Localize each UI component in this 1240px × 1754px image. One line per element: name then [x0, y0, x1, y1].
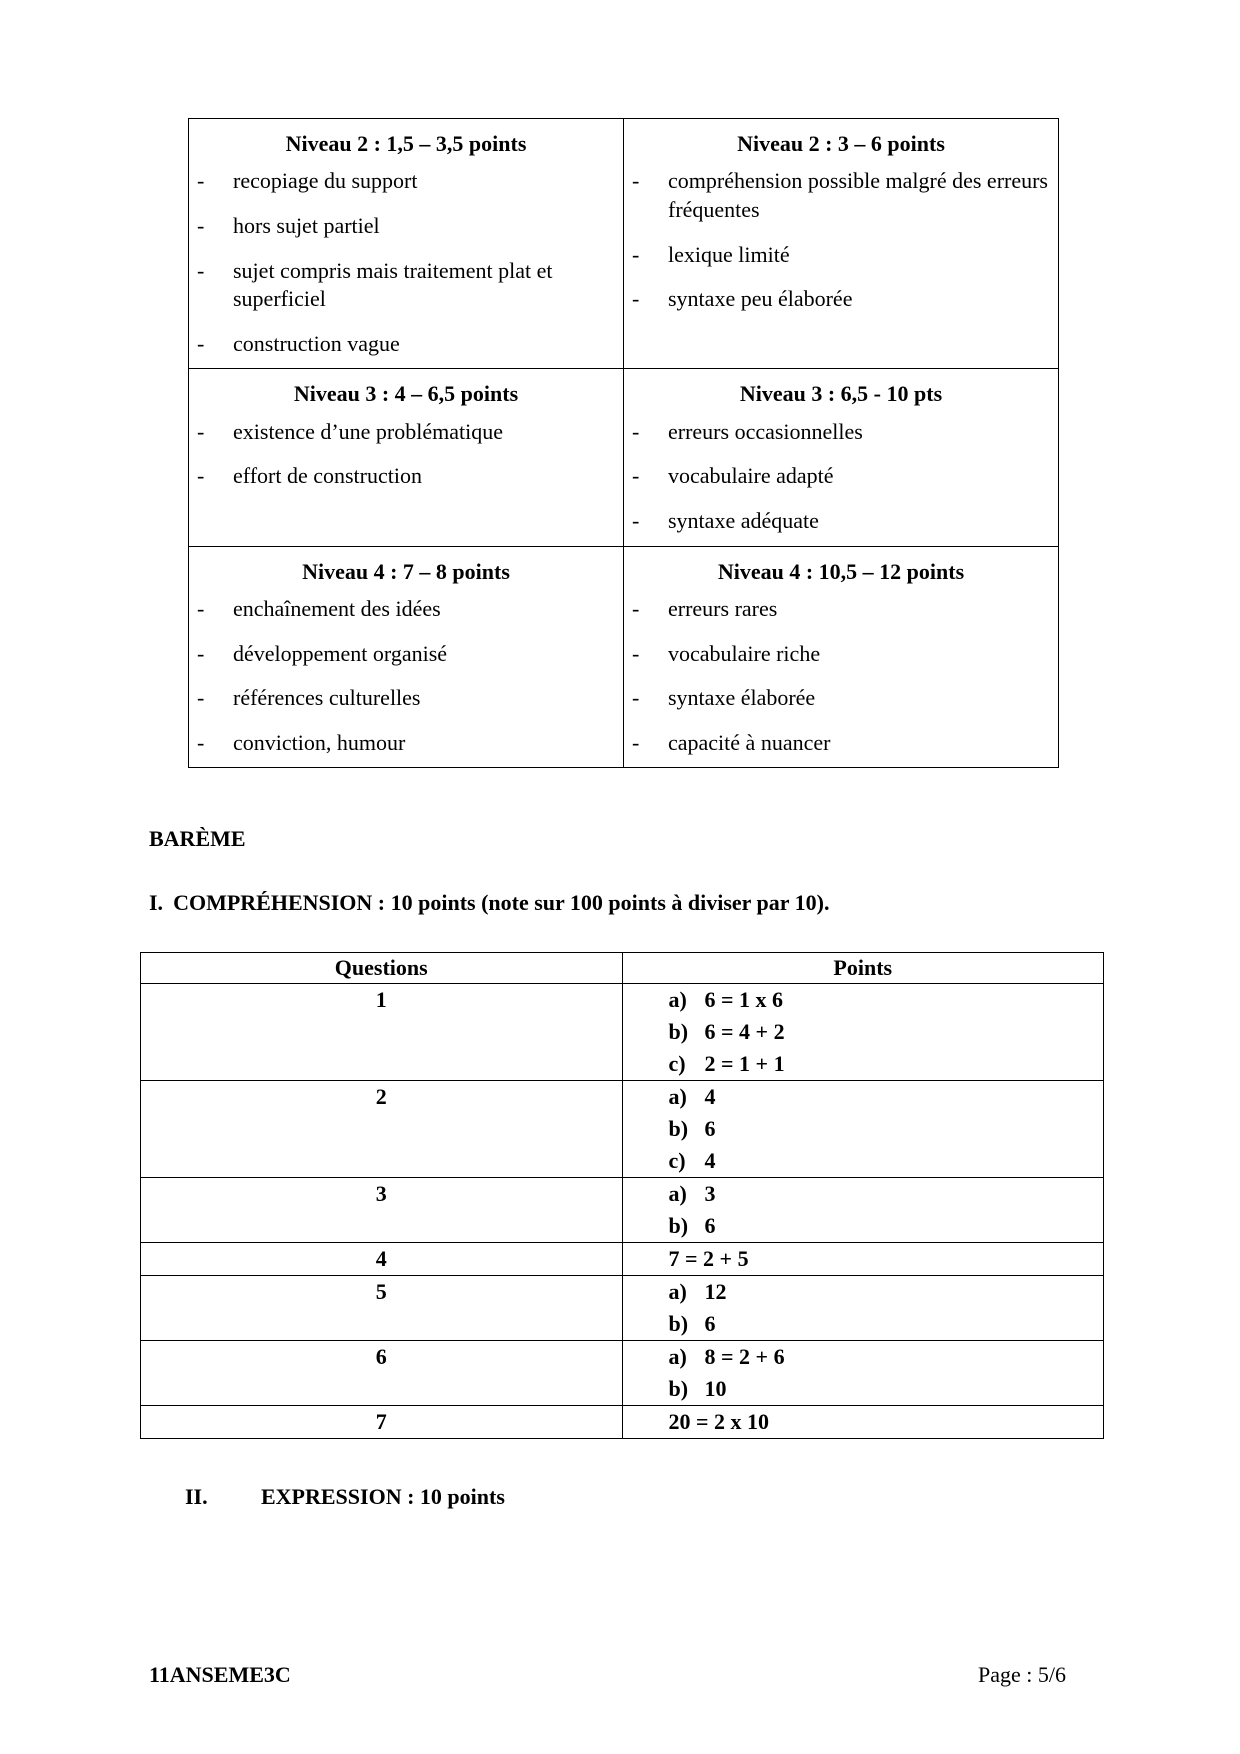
dash-bullet: -	[632, 286, 640, 312]
points-line	[669, 1178, 1104, 1210]
questions-header: Questions	[141, 953, 623, 984]
item-label: a)	[668, 987, 687, 1012]
section-number: II.	[185, 1484, 208, 1509]
list-item	[630, 595, 1052, 624]
section-expression-heading	[185, 1484, 505, 1510]
document-code: 11ANSEME3C	[149, 1662, 291, 1687]
dash-bullet: -	[632, 463, 640, 489]
points-value: 2 = 1 + 1	[704, 1051, 785, 1076]
dash-bullet: -	[197, 212, 205, 238]
points-cell	[622, 1081, 1104, 1178]
points-line	[669, 1373, 1104, 1405]
points-line	[669, 1308, 1104, 1340]
list-item	[195, 330, 617, 359]
criterion-text: compréhension possible malgré des erreurs fréquentes	[668, 168, 1048, 222]
item-label: b)	[668, 1376, 689, 1401]
section-title: COMPRÉHENSION : 10 points (note sur 100 points à diviser par 10).	[173, 890, 830, 915]
item-label: a)	[668, 1279, 687, 1304]
criteria-cell-content	[189, 546, 624, 768]
points-line	[669, 1016, 1104, 1048]
criteria-row	[189, 369, 1059, 546]
points-value: 6 = 1 x 6	[704, 987, 784, 1012]
level-title: Niveau 2 : 3 – 6 points	[737, 131, 945, 156]
points-line	[669, 984, 1104, 1016]
points-table	[140, 952, 1104, 1439]
points-value: 10	[704, 1376, 727, 1401]
criteria-table	[188, 118, 1059, 768]
criterion-text: enchaînement des idées	[233, 595, 441, 621]
section-title: EXPRESSION : 10 points	[261, 1484, 505, 1509]
criterion-text: existence d’une problématique	[233, 418, 504, 444]
item-label: c)	[668, 1148, 686, 1173]
criteria-list	[630, 418, 1052, 536]
criterion-text: syntaxe peu élaborée	[668, 286, 853, 312]
item-label: b)	[668, 1311, 689, 1336]
dash-bullet: -	[632, 168, 640, 194]
section-number: I.	[149, 890, 164, 915]
points-cell	[622, 1341, 1104, 1406]
bareme-heading: BARÈME	[149, 826, 246, 851]
question-number: 2	[141, 1081, 623, 1178]
list-item	[195, 640, 617, 669]
points-line	[669, 1243, 1104, 1275]
criterion-text: lexique limité	[668, 241, 790, 267]
question-number: 4	[141, 1243, 623, 1276]
table-row	[141, 1243, 1104, 1276]
item-label: b)	[668, 1019, 689, 1044]
table-row	[141, 1081, 1104, 1178]
criterion-text: références culturelles	[233, 685, 421, 711]
level-title: Niveau 4 : 7 – 8 points	[302, 558, 510, 584]
criteria-list	[195, 418, 617, 491]
points-cell	[622, 1243, 1104, 1276]
list-item	[630, 640, 1052, 669]
list-item	[630, 462, 1052, 491]
points-line	[669, 1406, 1104, 1438]
dash-bullet: -	[632, 595, 640, 621]
dash-bullet: -	[632, 241, 640, 267]
criterion-text: construction vague	[233, 330, 400, 356]
table-row	[141, 1341, 1104, 1406]
criteria-cell-content	[189, 369, 624, 546]
criteria-cell-language	[624, 546, 1059, 768]
points-cell	[622, 1276, 1104, 1341]
dash-bullet: -	[632, 685, 640, 711]
level-title: Niveau 3 : 6,5 - 10 pts	[739, 381, 943, 407]
points-value: 8 = 2 + 6	[704, 1344, 785, 1369]
criterion-text: conviction, humour	[233, 729, 406, 755]
list-item	[195, 257, 617, 314]
criterion-text: syntaxe élaborée	[668, 685, 816, 711]
question-number: 7	[141, 1406, 623, 1439]
dash-bullet: -	[197, 418, 205, 444]
points-value: 6	[704, 1116, 716, 1141]
question-number: 5	[141, 1276, 623, 1341]
criterion-text: effort de construction	[233, 463, 422, 489]
points-cell	[622, 984, 1104, 1081]
points-value: 4	[704, 1148, 716, 1173]
list-item	[630, 285, 1052, 314]
dash-bullet: -	[197, 257, 205, 283]
item-label: c)	[668, 1051, 686, 1076]
item-label: b)	[668, 1213, 689, 1238]
points-line	[669, 1210, 1104, 1242]
points-value: 6	[704, 1311, 716, 1336]
criteria-row	[189, 119, 1059, 369]
section-comprehension-heading	[149, 890, 829, 916]
question-number: 6	[141, 1341, 623, 1406]
list-item	[195, 418, 617, 447]
item-label: b)	[668, 1116, 689, 1141]
list-item	[195, 595, 617, 624]
points-value: 6 = 4 + 2	[704, 1019, 785, 1044]
dash-bullet: -	[197, 330, 205, 356]
table-row	[141, 1178, 1104, 1243]
dash-bullet: -	[197, 463, 205, 489]
points-line	[669, 1276, 1104, 1308]
points-line	[669, 1145, 1104, 1177]
list-item	[630, 684, 1052, 713]
dash-bullet: -	[197, 685, 205, 711]
criteria-list	[630, 595, 1052, 757]
list-item	[630, 418, 1052, 447]
list-item	[630, 167, 1052, 224]
question-number: 3	[141, 1178, 623, 1243]
item-label: a)	[668, 1181, 687, 1206]
points-header: Points	[622, 953, 1104, 984]
criteria-cell-language	[624, 369, 1059, 546]
points-table-header-row	[141, 953, 1104, 984]
criteria-list	[195, 167, 617, 358]
dash-bullet: -	[197, 595, 205, 621]
item-label: a)	[668, 1084, 687, 1109]
list-item	[195, 729, 617, 758]
points-cell	[622, 1178, 1104, 1243]
dash-bullet: -	[197, 729, 205, 755]
criteria-cell-content	[189, 119, 624, 369]
table-row	[141, 1406, 1104, 1439]
criteria-cell-language	[624, 119, 1059, 369]
criterion-text: capacité à nuancer	[668, 729, 831, 755]
criteria-list	[630, 167, 1052, 313]
points-value: 3	[704, 1181, 716, 1206]
page-number: Page : 5/6	[978, 1662, 1066, 1687]
criteria-row	[189, 546, 1059, 768]
question-number: 1	[141, 984, 623, 1081]
criterion-text: syntaxe adéquate	[668, 507, 819, 533]
dash-bullet: -	[632, 507, 640, 533]
list-item	[630, 729, 1052, 758]
dash-bullet: -	[632, 640, 640, 666]
table-row	[141, 984, 1104, 1081]
level-title: Niveau 4 : 10,5 – 12 points	[717, 558, 965, 584]
dash-bullet: -	[197, 640, 205, 666]
list-item	[195, 212, 617, 241]
criterion-text: erreurs occasionnelles	[668, 418, 863, 444]
points-value: 7 = 2 + 5	[668, 1246, 749, 1271]
list-item	[630, 507, 1052, 536]
dash-bullet: -	[632, 729, 640, 755]
level-title: Niveau 3 : 4 – 6,5 points	[293, 381, 519, 407]
criterion-text: recopiage du support	[233, 168, 418, 194]
points-value: 4	[704, 1084, 716, 1109]
points-line	[669, 1113, 1104, 1145]
list-item	[195, 462, 617, 491]
dash-bullet: -	[632, 418, 640, 444]
level-title: Niveau 2 : 1,5 – 3,5 points	[285, 131, 527, 156]
criterion-text: sujet compris mais traitement plat et superficiel	[233, 257, 553, 312]
points-value: 20 = 2 x 10	[668, 1409, 770, 1434]
list-item	[195, 167, 617, 196]
points-line	[669, 1081, 1104, 1113]
list-item	[195, 684, 617, 713]
criteria-list	[195, 595, 617, 757]
points-value: 12	[704, 1279, 727, 1304]
list-item	[630, 241, 1052, 270]
table-row	[141, 1276, 1104, 1341]
dash-bullet: -	[197, 168, 205, 194]
criterion-text: vocabulaire riche	[668, 640, 821, 666]
criterion-text: hors sujet partiel	[233, 212, 380, 238]
criterion-text: erreurs rares	[668, 595, 778, 621]
points-cell	[622, 1406, 1104, 1439]
criterion-text: développement organisé	[233, 640, 448, 666]
points-line	[669, 1048, 1104, 1080]
points-line	[669, 1341, 1104, 1373]
criterion-text: vocabulaire adapté	[668, 463, 834, 489]
points-value: 6	[704, 1213, 716, 1238]
item-label: a)	[668, 1344, 687, 1369]
